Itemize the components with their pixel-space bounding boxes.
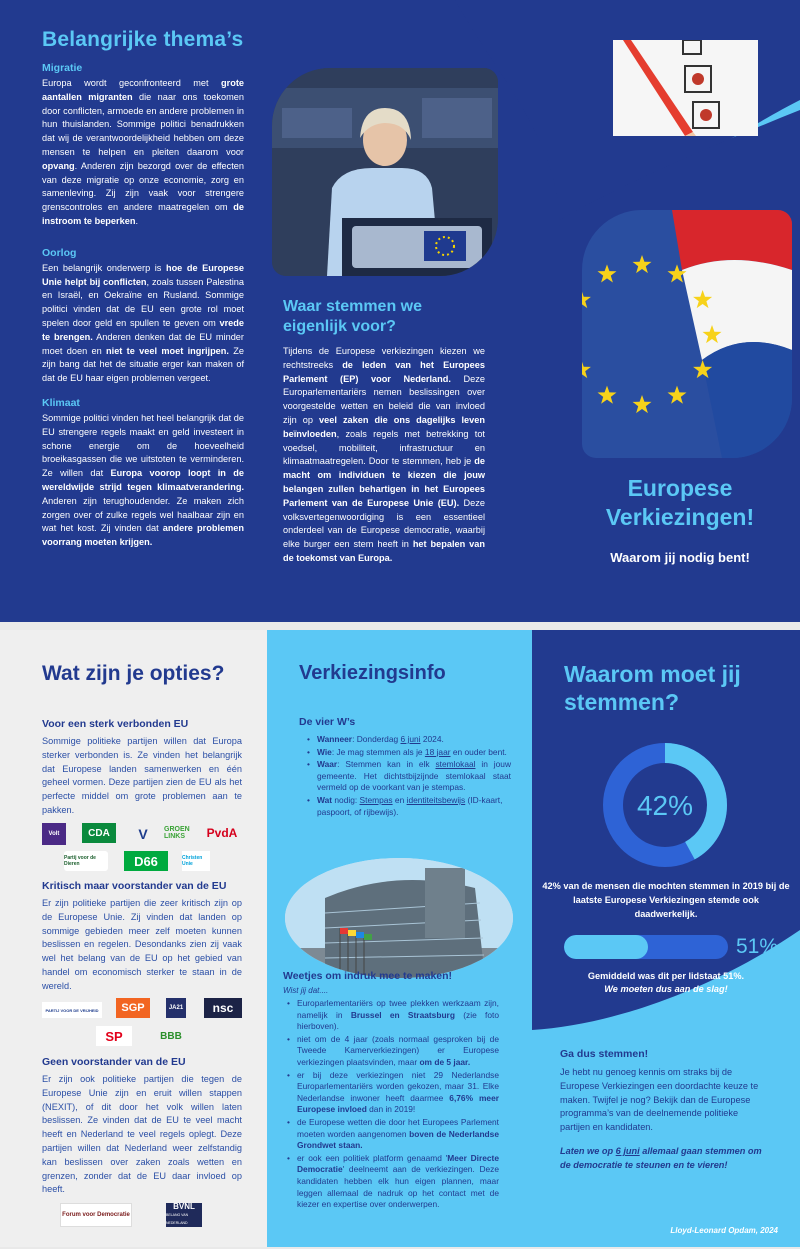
oorlog-text: Een belangrijk onderwerp is hoe de Europese Unie helpt bij conflicten, zoals tussen Palestina en Israël, en Oekraïne en Rusland. Sommige politici vinden dat de EU een grote rol moet spelen door geld en spullen te geven om vrede te brengen. Anderen denken dat de EU minder moet doen en niet te veel moet ingrijpen. Ze zijn bang dat het de situatie erger kan maken of dat de EU haar eigen problemen vergeet. [42, 262, 245, 384]
facts-section [283, 970, 499, 1212]
progress-fill [564, 935, 648, 959]
progress-bar [564, 935, 728, 959]
logo-d66: D66 [124, 851, 168, 871]
options-panel [0, 630, 267, 1247]
progress-caption: Gemiddeld was dit per lidstaat 51%. [587, 971, 745, 981]
logo-pvda: PvdA [206, 826, 238, 840]
migratie-text: Europa wordt geconfronteerd met grote aantallen migranten die naar ons toekomen door conflicten, armoede en andere problemen in hun thuislanden. Sommige politici benadrukken dat wij de verantwoordelijkheid hebben om deze mensen te helpen en pleiten daarom voor opvang. Anderen zijn bezorgd over de effecten van deze migratie op onze economie, zorg en samenleving. Zij zijn vaak voor strengere grenscontroles en andere maatregelen om de instroom te beperken. [42, 78, 244, 226]
no-eu-logos [42, 1203, 247, 1231]
vote-text: Tijdens de Europese verkiezingen kiezen we rechtstreeks de leden van het Europees Parlement (EP) voor Nederland. Deze Europarlementariërs nemen beslissingen over voorgestelde wetten en beleid die van invloed zijn op veel zaken die ons dagelijks leven beïnvloeden, zoals regels met betrekking tot voedsel, mobiliteit, infrastructuur en klimaatmaatregelen. Door te stemmen, heb je de macht om individuen te kiezen die jouw belangen zullen behartigen in het Europees Parlement van de Europese Unie (EU). Deze volksvertegenwoordiging is een essentieel onderdeel van de Europese democratie, waarbij elke burger een stem heeft in het bepalen van de toekomst van Europa. [283, 346, 485, 563]
w-what: • Wat nodig: Stempas en identiteitsbewijs (ID-kaart, paspoort, of rijbewijs). [307, 795, 511, 818]
logo-christenunie: Christen Unie [182, 851, 210, 871]
fact-3: • er bij deze verkiezingen niet 29 Nederlandse Europarlementariërs worden gekozen, maar 31. Elke Nederlandse inwoner heeft daarmee 6,76% meer Europese invloed dan in 2019! [287, 1070, 499, 1116]
four-w-title: De vier W’s [299, 716, 356, 728]
strong-eu-logos [42, 823, 247, 873]
logo-bvnl [166, 1203, 202, 1227]
info-panel [267, 630, 532, 1247]
w-where: • Waar: Stemmen kan in elk stemlokaal in jouw gemeente. Het dichtstbijzijnde stemlokaal staat vermeld op de voorkant van je stempas. [307, 759, 511, 794]
go-vote-cta: Laten we op 6 juni allemaal gaan stemmen om de democratie te steunen en te vieren! [560, 1145, 762, 1170]
progress-label: 51% [736, 935, 779, 958]
logo-ja21: JA21 [166, 998, 186, 1018]
klimaat-section [42, 397, 244, 550]
parliament-photo [285, 858, 513, 978]
cover-subtitle: Waarom jij nodig bent! [610, 550, 750, 565]
why-panel [532, 630, 800, 1247]
logo-fvd: Forum voor Democratie [60, 1203, 132, 1227]
oorlog-section [42, 247, 244, 386]
critical-eu-logos [42, 998, 247, 1048]
migratie-section [42, 62, 244, 229]
migratie-title: Migratie [42, 62, 83, 74]
themes-title: Belangrijke thema’s [42, 28, 244, 51]
inner-page [0, 630, 800, 1247]
donut-chart [600, 740, 730, 870]
oorlog-title: Oorlog [42, 246, 77, 259]
logo-sgp: SGP [116, 998, 150, 1018]
speaker-photo [272, 68, 498, 276]
donut-label: 42% [636, 790, 694, 821]
logo-cda: CDA [82, 823, 116, 843]
logo-sp: SP [96, 1026, 132, 1046]
logo-volt: Volt [42, 823, 66, 845]
author-credit: Lloyd-Leonard Opdam, 2024 [670, 1226, 778, 1235]
vote-title: Waar stemmen we eigenlijk voor? [283, 298, 423, 335]
bvnl-full: BELANG VAN NEDERLAND [166, 1213, 189, 1225]
vote-section [283, 297, 485, 566]
bvnl-abbr: BVNL [173, 1202, 195, 1211]
flags-photo [582, 210, 792, 458]
facts-title: Weetjes om indruk mee te maken! [283, 970, 453, 982]
option-strong-eu [42, 718, 242, 818]
front-page [0, 0, 800, 622]
option-critical-eu [42, 880, 242, 994]
go-vote-section [560, 1048, 770, 1173]
logo-bbb: BBB [160, 1030, 182, 1042]
option-strong-eu-text: Sommige politieke partijen willen dat Europa sterker verbonden is. Ze vinden het belangrijk dat Europese landen samenwerken en één geheel vormen. Deze partijen zien de EU als het perfecte middel om grote problemen aan te pakken. [42, 736, 242, 815]
options-title: Wat zijn je opties? [42, 662, 225, 685]
go-vote-title: Ga dus stemmen! [560, 1048, 649, 1060]
logo-pvv: PARTIJ VOOR DE VRIJHEID [42, 1002, 102, 1018]
w-when: • Wanneer: Donderdag 6 juni 2024. [307, 734, 511, 746]
option-no-eu [42, 1056, 242, 1197]
logo-groenlinks: GROEN LINKS [164, 826, 190, 840]
logo-pvdd: Partij voor de Dieren [64, 851, 108, 871]
fact-2: • niet om de 4 jaar (zoals normaal gesproken bij de Tweede Kamerverkiezingen) er Europese verkiezingen plaatsvinden, maar om de 5 jaar. [287, 1034, 499, 1069]
progress-caption-2: We moeten dus aan de slag! [604, 984, 728, 994]
cover-title: Europese Verkiezingen! [605, 475, 755, 530]
klimaat-title: Klimaat [42, 396, 80, 409]
option-no-eu-title: Geen voorstander van de EU [42, 1056, 186, 1068]
four-w-section [299, 716, 511, 819]
why-title: Waarom moet jij stemmen? [564, 661, 741, 715]
info-title: Verkiezingsinfo [299, 662, 446, 684]
option-critical-eu-title: Kritisch maar voorstander van de EU [42, 880, 227, 892]
fact-1: • Europarlementariërs op twee plekken werkzaam zijn, namelijk in Brussel en Straatsburg (zie foto hierboven). [287, 998, 499, 1033]
facts-intro: Wist jij dat.... [283, 986, 329, 995]
themes-column [42, 28, 244, 561]
option-strong-eu-title: Voor een sterk verbonden EU [42, 718, 189, 730]
go-vote-text: Je hebt nu genoeg kennis om straks bij de Europese Verkiezingen een doordachte keuze te maken. Twijfel je nog? Bekijk dan de Europese programma’s van de deelnemende politieke partijen en kandidaten. [560, 1067, 759, 1133]
fact-4: • de Europese wetten die door het Europees Parlement moeten worden aangenomen boven de Nederlandse Grondwet staan. [287, 1117, 499, 1152]
klimaat-text: Sommige politici vinden het heel belangrijk dat de EU strengere regels maakt en geld investeert in schone energie om de hoeveelheid broeikasgassen die we uitstoten te verminderen. Ze willen dat Europa voorop loopt in de wereldwijde strijd tegen klimaatverandering. Anderen zijn terughoudender. Ze maken zich zorgen over of zulke regels wel haalbaar zijn en wat het kost. Zij vinden dat andere problemen voorrang moeten krijgen. [42, 412, 245, 548]
fact-5: • er ook een politiek platform genaamd 'Meer Directe Democratie' deelneemt aan de verkiezingen. Deze kandidaten hebben elk hun eigen plannen, maar leggen allemaal de nadruk op het contact met de kiezer en expertise over onderwerpen. [287, 1153, 499, 1211]
logo-nsc: nsc [204, 998, 242, 1018]
option-critical-eu-text: Er zijn politieke partijen die zeer kritisch zijn op de Europese Unie. Zij vinden dat landen op sommige gebieden meer zelf moeten kunnen beslissen en regelen. Desondanks zien zij vaak wel het belang van de EU op het gebied van handel om economisch sterker te staan in de wereld. [42, 898, 242, 991]
w-who: • Wie: Je mag stemmen als je 18 jaar en ouder bent. [307, 747, 511, 759]
option-no-eu-text: Er zijn ook politieke partijen die tegen de Europese Unie zijn en eruit willen stappen (NEXIT), of dit door het volk willen laten beslissen. Ze vinden dat de EU te veel macht heeft en Nederland te veel regels oplegt. Deze partijen willen dat Nederland weer zelfstandig kan beslissen over zaken zoals wetten en grenzen, zonder dat de EU daar invloed op heeft. [42, 1074, 242, 1195]
donut-caption: 42% van de mensen die mochten stemmen in 2019 bij de laatste Europese Verkiezingen stemde ook daadwerkelijk. [542, 881, 790, 919]
logo-vvd: V [138, 826, 148, 842]
ballot-photo [613, 40, 758, 136]
